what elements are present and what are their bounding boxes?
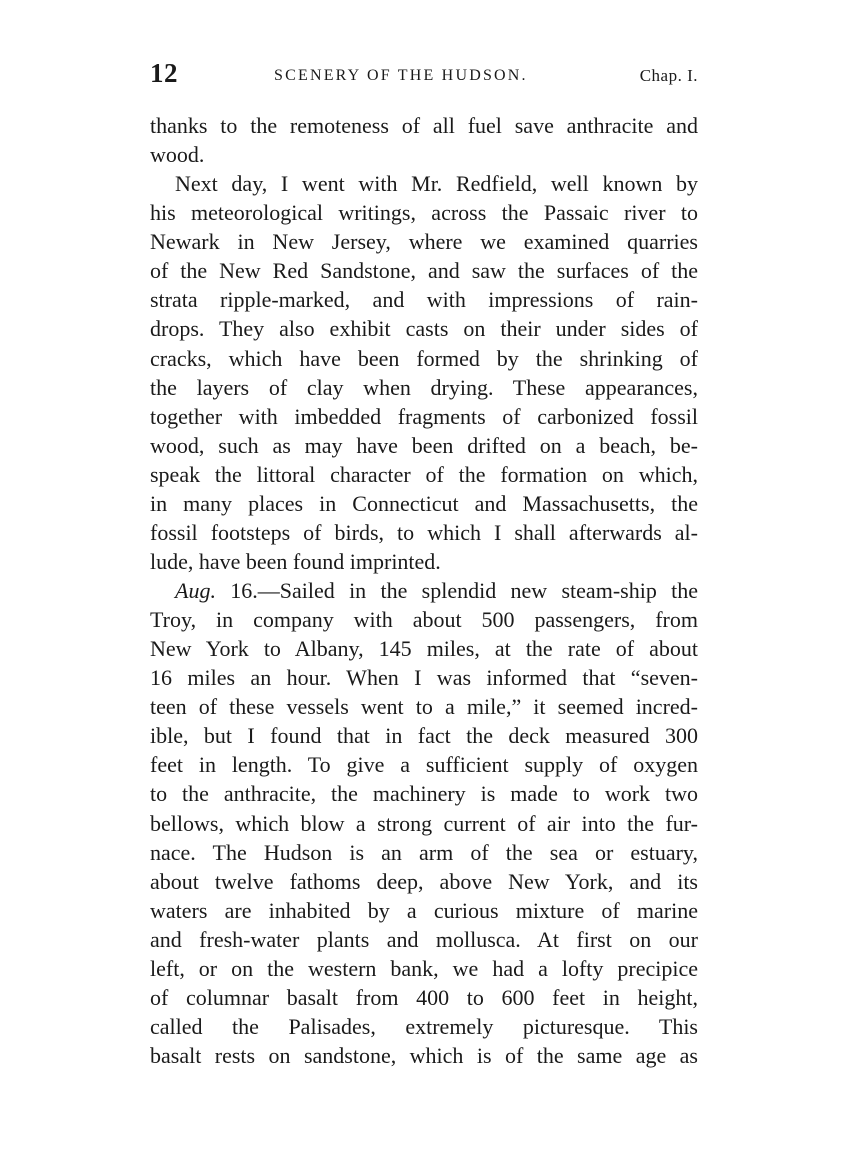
- text-line: cracks, which have been formed by the shrinking of: [150, 345, 698, 371]
- text-line: feet in length. To give a sufficient supply of oxygen: [150, 752, 698, 778]
- text-line: together with imbedded fragments of carbonized fossil: [150, 403, 698, 429]
- text-line: of the New Red Sandstone, and saw the surfaces of the: [150, 258, 698, 284]
- text-line: wood.: [150, 142, 205, 168]
- body-text: [150, 111, 698, 1070]
- text-line: fossil footsteps of birds, to which I shall afterwards al-: [150, 519, 698, 545]
- text-line: Newark in New Jersey, where we examined quarries: [150, 229, 698, 255]
- page-header: [150, 58, 698, 92]
- text-line: in many places in Connecticut and Massachusetts, the: [150, 490, 698, 516]
- text-line: about twelve fathoms deep, above New York, and its: [150, 868, 698, 894]
- text-line: left, or on the western bank, we had a lofty precipice: [150, 955, 698, 981]
- text-line: the layers of clay when drying. These appearances,: [150, 374, 698, 400]
- text-line: his meteorological writings, across the Passaic river to: [150, 200, 698, 226]
- date-line-text: 16.—Sailed in the splendid new steam-ship the: [230, 578, 699, 603]
- text-line: New York to Albany, 145 miles, at the rate of about: [150, 636, 698, 662]
- text-line: Troy, in company with about 500 passengers, from: [150, 607, 698, 633]
- text-line: strata ripple-marked, and with impressions of rain-: [150, 287, 698, 313]
- text-line: bellows, which blow a strong current of air into the fur-: [150, 810, 698, 836]
- text-line: speak the littoral character of the formation on which,: [150, 461, 698, 487]
- text-line: of columnar basalt from 400 to 600 feet in height,: [150, 984, 698, 1010]
- text-line: 16 miles an hour. When I was informed that “seven-: [150, 665, 698, 691]
- text-line: thanks to the remoteness of all fuel save anthracite and: [150, 113, 698, 138]
- text-line: waters are inhabited by a curious mixture of marine: [150, 897, 698, 923]
- text-line: drops. They also exhibit casts on their under sides of: [150, 316, 698, 342]
- text-line: nace. The Hudson is an arm of the sea or estuary,: [150, 839, 698, 865]
- text-line: lude, have been found imprinted.: [150, 548, 441, 574]
- text-line: to the anthracite, the machinery is made to work two: [150, 781, 698, 807]
- chapter-reference: Chap. I.: [639, 66, 698, 85]
- page-number: 12: [150, 58, 178, 88]
- text-line: and fresh-water plants and mollusca. At first on our: [150, 926, 698, 952]
- text-line: wood, such as may have been drifted on a beach, be-: [150, 432, 698, 458]
- paragraph-first-line: Next day, I went with Mr. Redfield, well known by: [175, 171, 698, 197]
- text-line: ible, but I found that in fact the deck measured 300: [150, 723, 698, 749]
- date-label: Aug.: [175, 578, 216, 603]
- running-title: SCENERY OF THE HUDSON.: [274, 67, 528, 84]
- text-line: basalt rests on sandstone, which is of the same age as: [150, 1043, 698, 1068]
- paragraph-first-line: [150, 576, 698, 605]
- text-line: teen of these vessels went to a mile,” it seemed incred-: [150, 694, 698, 720]
- text-line: called the Palisades, extremely picturesque. This: [150, 1013, 698, 1039]
